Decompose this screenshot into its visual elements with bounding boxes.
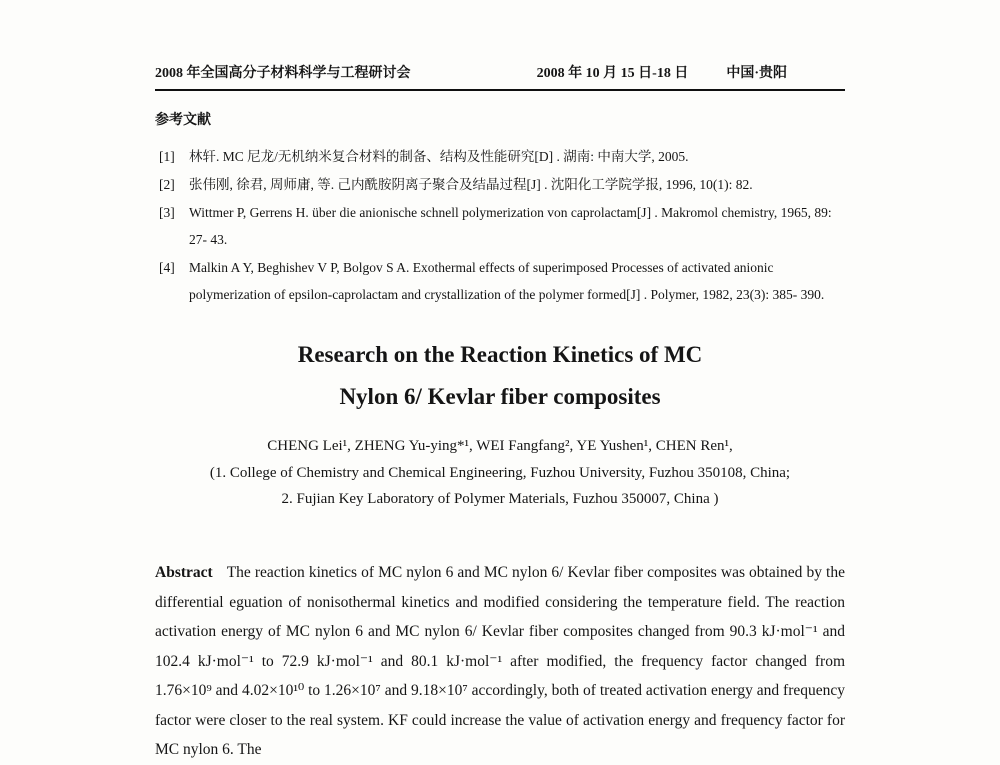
abstract-label: Abstract xyxy=(155,564,213,581)
abstract-paragraph xyxy=(155,558,845,765)
reference-text: 林轩. MC 尼龙/无机纳米复合材料的制备、结构及性能研究[D] . 湖南: 中南大学, 2005. xyxy=(189,149,689,164)
conference-name: 2008 年全国高分子材料科学与工程研讨会 xyxy=(155,66,411,81)
reference-text: 张伟刚, 徐君, 周师庸, 等. 己内酰胺阴离子聚合及结晶过程[J] . 沈阳化工学院学报, 1996, 10(1): 82. xyxy=(189,177,753,192)
paper-title-line2: Nylon 6/ Kevlar fiber composites xyxy=(339,384,661,409)
reference-number: [3] xyxy=(159,205,175,220)
paper-title xyxy=(155,334,845,418)
reference-number: [4] xyxy=(159,260,175,275)
abstract-text: The reaction kinetics of MC nylon 6 and MC nylon 6/ Kevlar fiber composites was obtained by the differential eguation of nonisothermal kinetics and modified considering the temperature field. The reaction activation energy of MC nylon 6 and MC nylon 6/ Kevlar fiber composites changed from 90.3 kJ·mol⁻¹ and 102.4 kJ·mol⁻¹ to 72.9 kJ·mol⁻¹ and 80.1 kJ·mol⁻¹ after modified, the frequency factor changed from 1.76×10⁹ and 4.02×10¹⁰ to 1.26×10⁷ and 9.18×10⁷ accordingly, both of treated activation energy and frequency factor were closer to the real system. KF could increase the value of activation energy and frequency factor for MC nylon 6. The xyxy=(155,564,845,758)
reference-item xyxy=(159,171,845,198)
paper-title-line1: Research on the Reaction Kinetics of MC xyxy=(297,342,703,367)
reference-item xyxy=(159,254,845,308)
reference-number: [2] xyxy=(159,177,175,192)
conference-date: 2008 年 10 月 15 日-18 日 xyxy=(536,66,689,81)
paper-page xyxy=(155,0,845,765)
page-header xyxy=(155,62,845,91)
reference-item xyxy=(159,199,845,253)
reference-text: Wittmer P, Gerrens H. über die anionische schnell polymerization von caprolactam[J] . Makromol chemistry, 1965, 89: 27- 43. xyxy=(189,205,832,247)
author-list: CHENG Lei¹, ZHENG Yu-ying*¹, WEI Fangfang², YE Yushen¹, CHEN Ren¹, xyxy=(267,438,733,454)
references-heading: 参考文献 xyxy=(155,113,211,128)
affiliation-line1: (1. College of Chemistry and Chemical Engineering, Fuzhou University, Fuzhou 350108, China; xyxy=(209,465,791,481)
references-section xyxy=(155,109,845,308)
reference-text: Malkin A Y, Beghishev V P, Bolgov S A. Exothermal effects of superimposed Processes of activated anionic polymerization of epsilon-caprolactam and crystallization of the polymer formed[J] . Polymer, 1982, 23(3): 385- 390. xyxy=(189,260,825,302)
article-head-section xyxy=(155,334,845,512)
affiliation-line2: 2. Fujian Key Laboratory of Polymer Materials, Fuzhou 350007, China ) xyxy=(281,491,719,507)
conference-location: 中国·贵阳 xyxy=(726,66,787,81)
reference-list xyxy=(155,143,845,308)
reference-item xyxy=(159,143,845,170)
reference-number: [1] xyxy=(159,149,175,164)
header-right-group xyxy=(537,62,787,82)
